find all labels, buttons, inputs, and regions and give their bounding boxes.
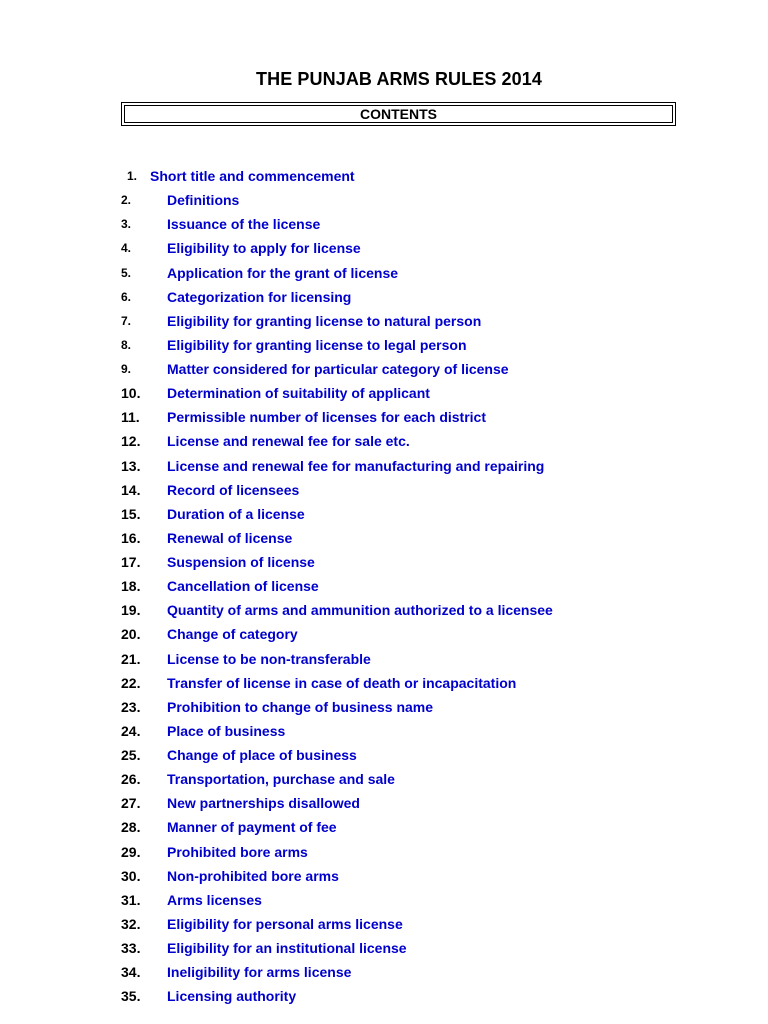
toc-entry-link[interactable]: Matter considered for particular category of license (167, 361, 509, 377)
toc-entry[interactable] (0, 405, 768, 429)
toc-entry[interactable] (0, 309, 768, 333)
toc-entry-number: 18. (121, 578, 141, 595)
toc-entry-number: 20. (121, 626, 141, 643)
toc-entry-number: 33. (121, 940, 141, 956)
toc-entry-link[interactable]: Record of licensees (167, 481, 300, 498)
toc-entry-link[interactable]: License to be non-transferable (167, 650, 371, 667)
toc-entry-number: 13. (121, 457, 141, 474)
document-title: THE PUNJAB ARMS RULES 2014 (256, 69, 542, 89)
toc-entry[interactable] (0, 188, 768, 212)
toc-entry-link[interactable]: Prohibition to change of business name (167, 698, 434, 715)
toc-entry[interactable] (0, 502, 768, 526)
toc-entry[interactable] (0, 984, 768, 1008)
toc-entry-link[interactable]: Change of category (167, 626, 298, 643)
toc-entry[interactable] (0, 598, 768, 622)
toc-entry-number: 24. (121, 722, 141, 739)
toc-entry-link[interactable]: Application for the grant of license (167, 264, 399, 281)
contents-heading-box (121, 102, 676, 126)
toc-entry-number: 3. (121, 217, 132, 232)
toc-entry-number: 8. (121, 337, 132, 352)
toc-entry[interactable] (0, 261, 768, 285)
toc-entry[interactable] (0, 864, 768, 888)
toc-entry-number: 11. (121, 409, 140, 426)
toc-entry[interactable] (0, 888, 768, 912)
toc-entry-number: 32. (121, 915, 141, 932)
toc-entry-link[interactable]: Arms licenses (167, 891, 262, 908)
toc-entry-number: 27. (121, 795, 141, 812)
toc-entry-link[interactable]: Eligibility for an institutional license (167, 940, 407, 956)
toc-entry-link[interactable]: Eligibility for granting license to legal person (167, 336, 467, 353)
toc-entry-link[interactable]: Place of business (167, 722, 286, 739)
toc-entry-link[interactable]: Permissible number of licenses for each district (167, 409, 486, 426)
toc-entry-link[interactable]: Issuance of the license (167, 216, 321, 233)
toc-entry-link[interactable]: Non-prohibited bore arms (167, 867, 339, 884)
toc-entry-link[interactable]: License and renewal fee for manufacturing and repairing (167, 457, 545, 474)
toc-entry-number: 28. (121, 819, 141, 836)
toc-entry[interactable] (0, 454, 768, 478)
toc-entry-number: 1. (127, 169, 138, 183)
toc-entry-link[interactable]: Short title and commencement (150, 168, 355, 184)
toc-entry[interactable] (0, 164, 768, 188)
toc-entry-number: 19. (121, 602, 141, 619)
toc-entry[interactable] (0, 429, 768, 453)
toc-entry[interactable] (0, 815, 768, 839)
toc-entry[interactable] (0, 936, 768, 960)
toc-entry-link[interactable]: Renewal of license (167, 529, 293, 546)
toc-entry-number: 23. (121, 698, 141, 715)
toc-entry-link[interactable]: New partnerships disallowed (167, 795, 360, 812)
toc-entry-link[interactable]: Determination of suitability of applicant (167, 385, 430, 402)
toc-entry[interactable] (0, 719, 768, 743)
toc-entry-number: 26. (121, 771, 141, 788)
toc-entry-number: 9. (121, 362, 132, 376)
toc-entry[interactable] (0, 695, 768, 719)
toc-entry-number: 21. (121, 650, 141, 667)
toc-entry-number: 22. (121, 674, 141, 691)
toc-entry-number: 10. (121, 385, 141, 402)
toc-entry[interactable] (0, 671, 768, 695)
toc-entry[interactable] (0, 550, 768, 574)
toc-entry-link[interactable]: Licensing authority (167, 988, 297, 1005)
toc-entry[interactable] (0, 767, 768, 791)
toc-entry-link[interactable]: Cancellation of license (167, 578, 319, 595)
toc-entry-link[interactable]: Ineligibility for arms license (167, 964, 352, 981)
toc-entry-link[interactable]: Eligibility for personal arms license (167, 915, 403, 932)
toc-entry-number: 16. (121, 529, 141, 546)
toc-entry[interactable] (0, 526, 768, 550)
toc-entry[interactable] (0, 381, 768, 405)
toc-entry[interactable] (0, 574, 768, 598)
toc-entry[interactable] (0, 960, 768, 984)
toc-entry-number: 15. (121, 505, 141, 522)
toc-entry-link[interactable]: Quantity of arms and ammunition authorized to a licensee (167, 602, 553, 619)
toc-entry-link[interactable]: Definitions (167, 192, 240, 209)
toc-entry-number: 12. (121, 433, 141, 450)
toc-entry-link[interactable]: Eligibility to apply for license (167, 240, 361, 257)
toc-entry[interactable] (0, 285, 768, 309)
toc-entry-link[interactable]: Manner of payment of fee (167, 819, 337, 836)
toc-entry[interactable] (0, 212, 768, 236)
toc-entry-number: 17. (121, 554, 141, 570)
toc-entry[interactable] (0, 478, 768, 502)
toc-entry[interactable] (0, 236, 768, 260)
toc-entry[interactable] (0, 357, 768, 381)
toc-entry-link[interactable]: Suspension of license (167, 554, 315, 570)
toc-entry[interactable] (0, 840, 768, 864)
toc-entry-number: 30. (121, 867, 141, 884)
toc-entry-link[interactable]: Transfer of license in case of death or incapacitation (167, 674, 517, 691)
toc-entry-number: 2. (121, 193, 132, 208)
toc-entry-link[interactable]: Prohibited bore arms (167, 843, 308, 860)
toc-entry[interactable] (0, 622, 768, 646)
toc-entry-number: 6. (121, 289, 132, 304)
toc-entry-link[interactable]: Duration of a license (167, 505, 305, 522)
toc-entry-number: 35. (121, 988, 141, 1005)
toc-entry-link[interactable]: Eligibility for granting license to natural person (167, 312, 482, 329)
toc-entry-number: 4. (121, 241, 132, 256)
toc-entry-number: 31. (121, 891, 141, 908)
table-of-contents (0, 164, 768, 1008)
toc-entry[interactable] (0, 743, 768, 767)
toc-entry-number: 7. (121, 313, 132, 328)
contents-heading: CONTENTS (124, 105, 673, 123)
toc-entry[interactable] (0, 912, 768, 936)
toc-entry-link[interactable]: Categorization for licensing (167, 288, 352, 305)
toc-entry-number: 5. (121, 265, 132, 280)
toc-entry[interactable] (0, 647, 768, 671)
toc-entry-number: 29. (121, 843, 141, 860)
toc-entry[interactable] (0, 791, 768, 815)
toc-entry-link[interactable]: Change of place of business (167, 747, 357, 763)
toc-entry-link[interactable]: Transportation, purchase and sale (167, 771, 395, 788)
toc-entry-number: 25. (121, 747, 141, 763)
toc-entry-number: 34. (121, 964, 141, 981)
toc-entry[interactable] (0, 333, 768, 357)
toc-entry-number: 14. (121, 481, 141, 498)
toc-entry-link[interactable]: License and renewal fee for sale etc. (167, 433, 410, 450)
